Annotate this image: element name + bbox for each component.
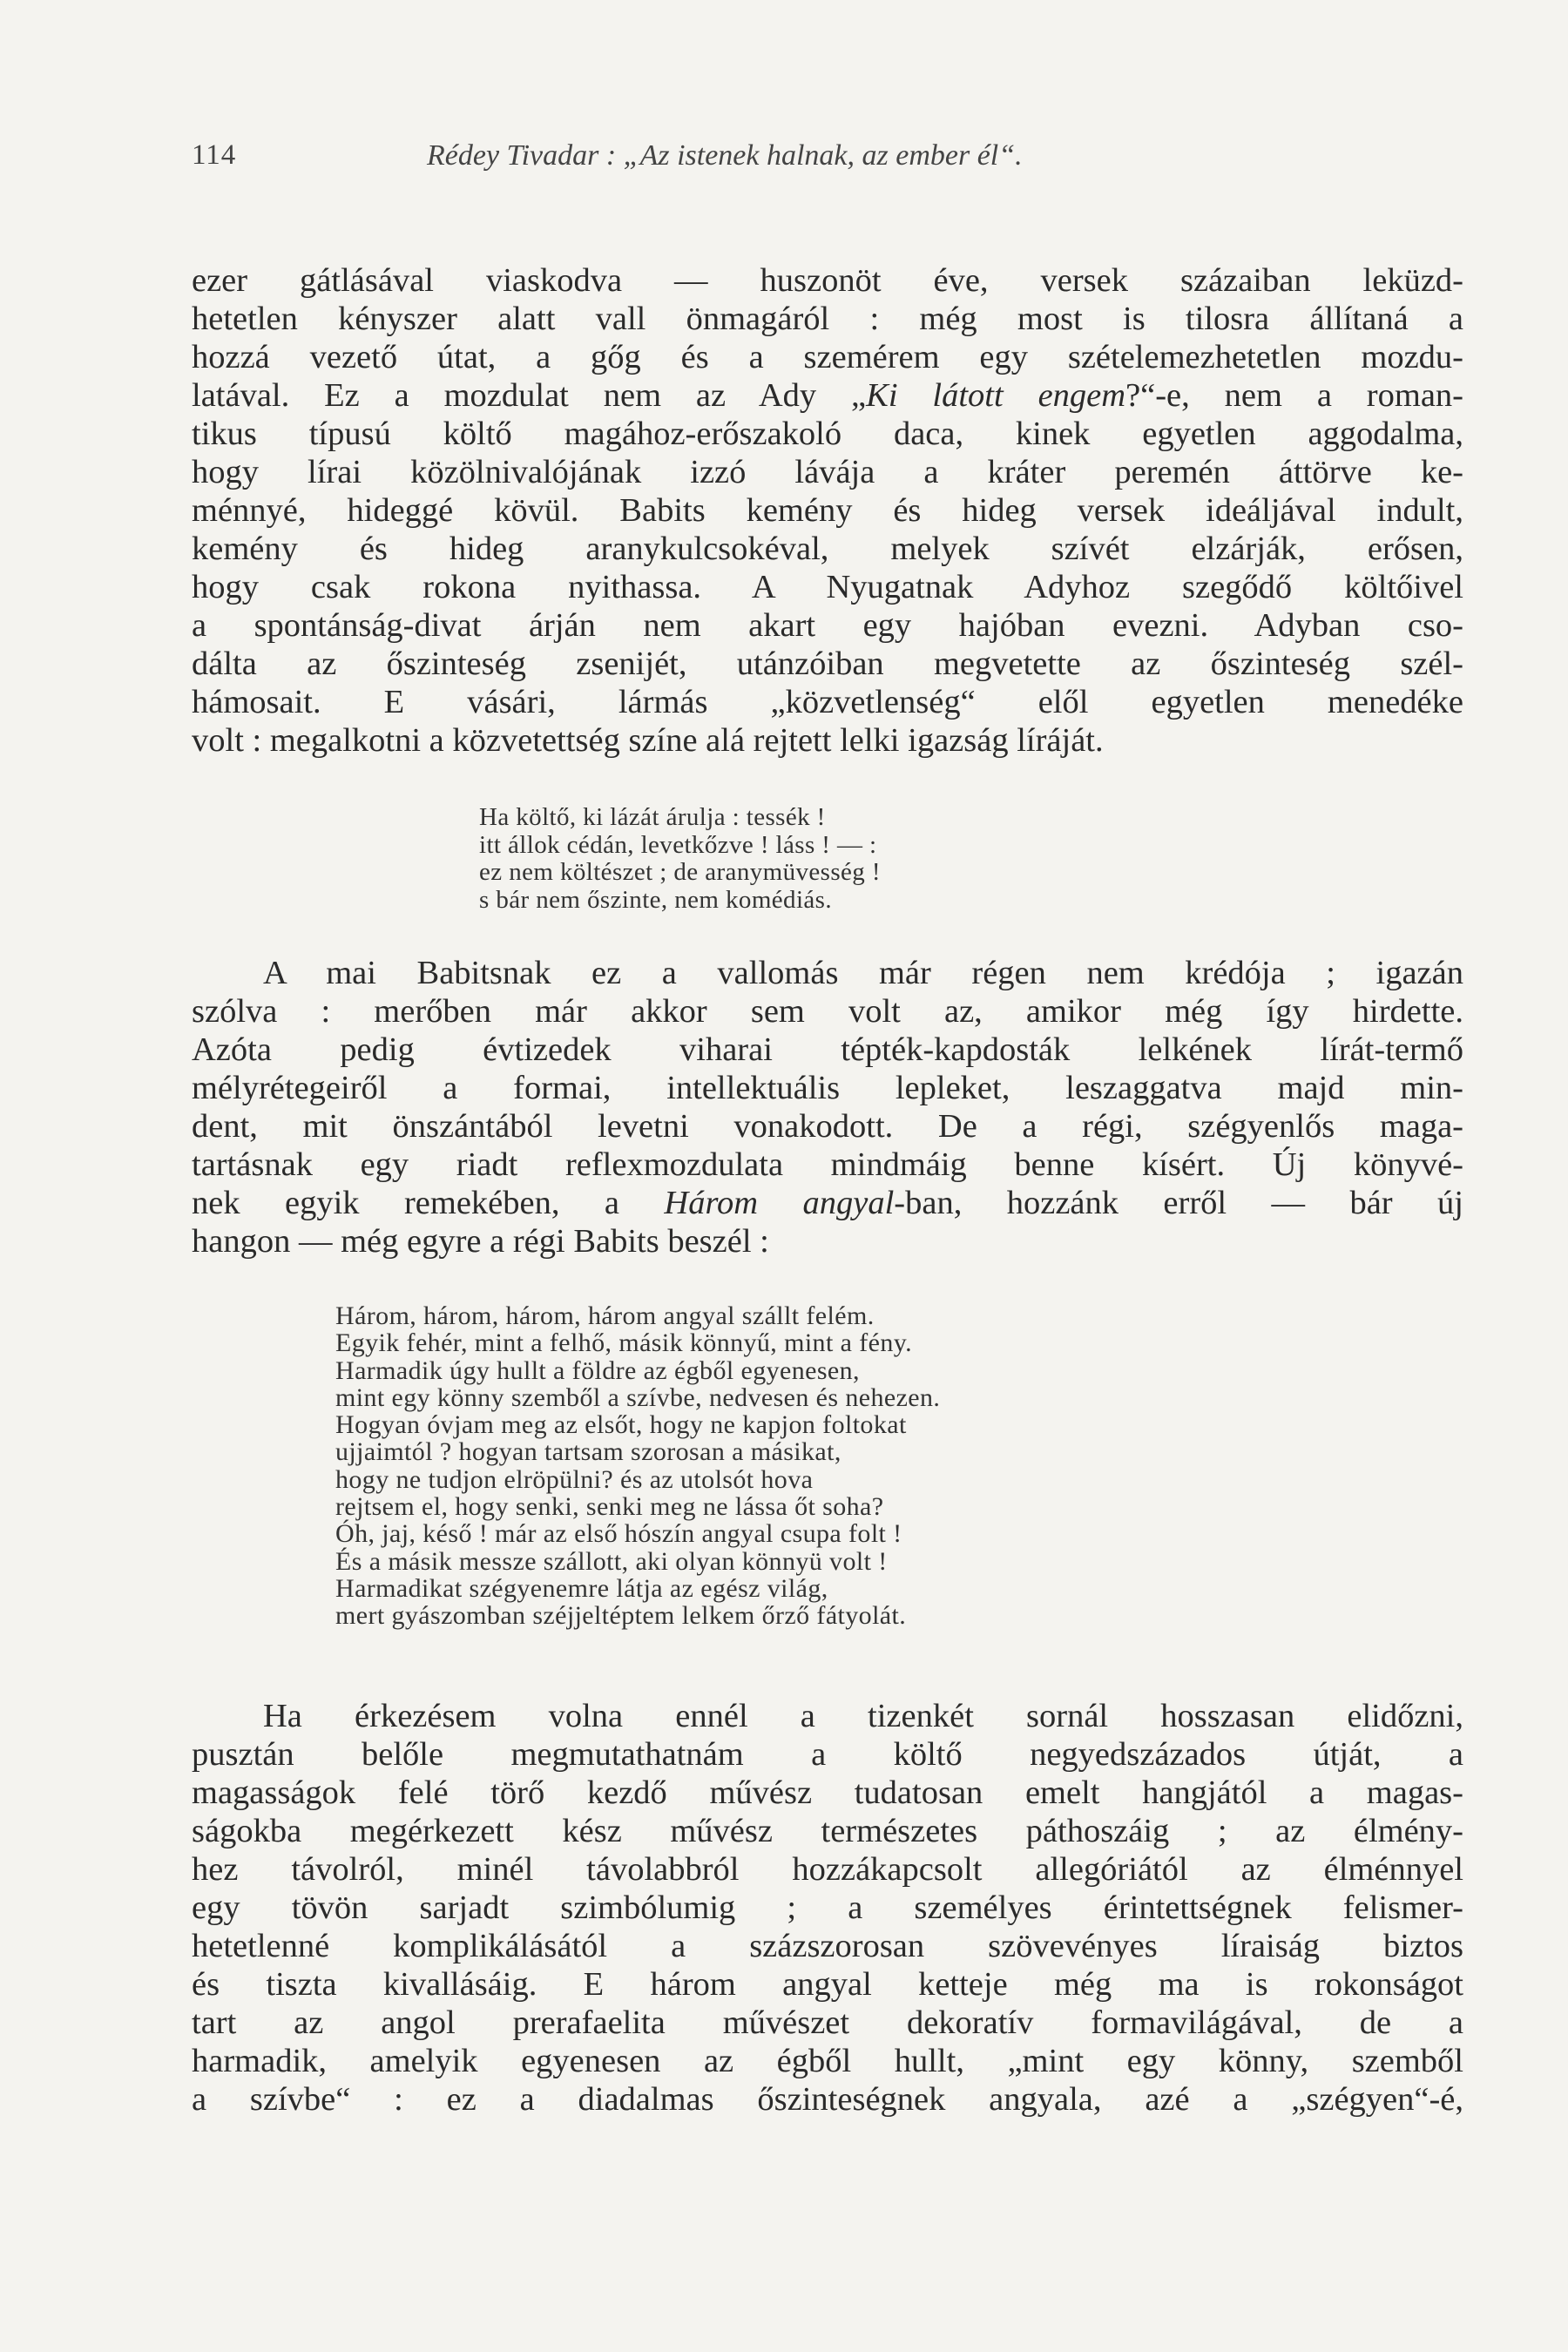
verse-quote-1 (479, 804, 881, 914)
verse-line: Hogyan óvjam meg az elsőt, hogy ne kapjon foltokat (335, 1410, 907, 1440)
verse-line: ez nem költészet ; de aranymüvesség ! (479, 858, 881, 887)
text-line: tartásnak egy riadt reflexmozdulata mindmáig benne kísért. Új könyvé- (192, 1146, 1463, 1183)
text-line: ezer gátlásával viaskodva — huszonöt éve, versek százaiban leküzd- (192, 262, 1463, 299)
ady-poem-title: Ki látott engem (866, 377, 1126, 414)
verse-line: Harmadik úgy hullt a földre az égből egyenesen, (335, 1355, 860, 1385)
text-line: hogy lírai közölnivalójának izzó lávája a kráter peremén áttörve ke- (192, 454, 1463, 490)
verse-line: Óh, jaj, késő ! már az első hószín angyal csupa folt ! (335, 1519, 902, 1549)
text-line: hangon — még egyre a régi Babits beszél : (192, 1223, 769, 1260)
verse-line: És a másik messze szállott, aki olyan könnyü volt ! (335, 1546, 888, 1576)
book-title: Három angyal (664, 1185, 895, 1221)
verse-line: itt állok cédán, levetkőzve ! láss ! — : (479, 830, 877, 859)
text-line: magasságok felé törő kezdő művész tudatosan emelt hangjától a magas- (192, 1774, 1463, 1811)
paragraph-3 (192, 1697, 1463, 2119)
text-line: kemény és hideg aranykulcsokéval, melyek szívét elzárják, erősen, (192, 531, 1463, 567)
text-line: ménnyé, hideggé kövül. Babits kemény és hideg versek ideáljával indult, (192, 492, 1463, 529)
text-line: szólva : merőben már akkor sem volt az, amikor még így hirdette. (192, 993, 1463, 1030)
verse-line: ujjaimtól ? hogyan tartsam szorosan a másikat, (335, 1437, 841, 1467)
text-line: tikus típusú költő magához-erőszakoló daca, kinek egyetlen aggodalma, (192, 416, 1463, 452)
running-header (192, 139, 1463, 183)
text-line: Ha érkezésem volna ennél a tizenkét sornál hosszasan elidőzni, (263, 1698, 1463, 1734)
text-line: egy tövön sarjadt szimbólumig ; a személyes érintettségnek felismer- (192, 1889, 1463, 1926)
text-line: ságokba megérkezett kész művész természetes páthoszáig ; az élmény- (192, 1813, 1463, 1849)
paragraph-1 (192, 261, 1463, 760)
verse-quote-2 (335, 1302, 940, 1630)
text-line: harmadik, amelyik egyenesen az égből hullt, „mint egy könny, szemből (192, 2043, 1463, 2079)
verse-line: Harmadikat szégyenemre látja az egész világ, (335, 1573, 828, 1603)
verse-line: Ha költő, ki lázát árulja : tessék ! (479, 803, 826, 831)
verse-line: Három, három, három, három angyal szállt felém. (335, 1301, 875, 1330)
text-line: dent, mit önszántából levetni vonakodott. De a régi, szégyenlős maga- (192, 1108, 1463, 1145)
text-line: hetetlenné komplikálásától a százszorosan szövevényes líraiság biztos (192, 1928, 1463, 1964)
text-line: Azóta pedig évtizedek viharai tépték-kapdosták lelkének lírát-termő (192, 1031, 1463, 1068)
text-line: hogy csak rokona nyithassa. A Nyugatnak Adyhoz szegődő költőivel (192, 569, 1463, 605)
text-line: hez távolról, minél távolabbról hozzákapcsolt allegóriától az élménnyel (192, 1851, 1463, 1888)
text-line: hámosait. E vásári, lármás „közvetlenség“ elől egyetlen menedéke (192, 684, 1463, 720)
paragraph-2 (192, 954, 1463, 1260)
text-line: nek egyik remekében, a Három angyal-ban, hozzánk erről — bár új (192, 1185, 1463, 1221)
text-line: A mai Babitsnak ez a vallomás már régen nem krédója ; igazán (263, 955, 1463, 991)
verse-line: mert gyászomban széjjeltéptem lelkem őrző fátyolát. (335, 1601, 907, 1631)
text-line: mélyrétegeiről a formai, intellektuális lepleket, leszaggatva majd min- (192, 1070, 1463, 1106)
text-line: és tiszta kivallásáig. E három angyal ketteje még ma is rokonságot (192, 1966, 1463, 2003)
text-line: a spontánság-divat árján nem akart egy hajóban evezni. Adyban cso- (192, 607, 1463, 644)
verse-line: s bár nem őszinte, nem komédiás. (479, 885, 833, 914)
text-line: hetetlen kényszer alatt vall önmagáról : még most is tilosra állítaná a (192, 301, 1463, 337)
page-number: 114 (192, 139, 237, 171)
verse-line: Egyik fehér, mint a felhő, másik könnyű, mint a fény. (335, 1328, 913, 1358)
verse-line: rejtsem el, hogy senki, senki meg ne lássa őt soha? (335, 1492, 884, 1522)
verse-line: mint egy könny szemből a szívbe, nedvesen és nehezen. (335, 1382, 941, 1412)
text-line: tart az angol prerafaelita művészet dekoratív formavilágával, de a (192, 2004, 1463, 2041)
verse-line: hogy ne tudjon elröpülni? és az utolsót hova (335, 1464, 814, 1494)
text-line: latával. Ez a mozdulat nem az Ady „Ki látott engem?“-e, nem a roman- (192, 377, 1463, 414)
text-line: a szívbe“ : ez a diadalmas őszinteségnek angyala, azé a „szégyen“-é, (192, 2081, 1463, 2118)
running-title: Rédey Tivadar : „Az istenek halnak, az ember él“. (427, 139, 1023, 172)
text-line: volt : megalkotni a közvetettség színe alá rejtett lelki igazság líráját. (192, 722, 1104, 759)
text-line: dálta az őszinteség zsenijét, utánzóiban megvetette az őszinteség szél- (192, 645, 1463, 682)
text-line: pusztán belőle megmutathatnám a költő negyedszázados útját, a (192, 1736, 1463, 1773)
text-line: hozzá vezető útat, a gőg és a szemérem egy szételemezhetetlen mozdu- (192, 339, 1463, 375)
